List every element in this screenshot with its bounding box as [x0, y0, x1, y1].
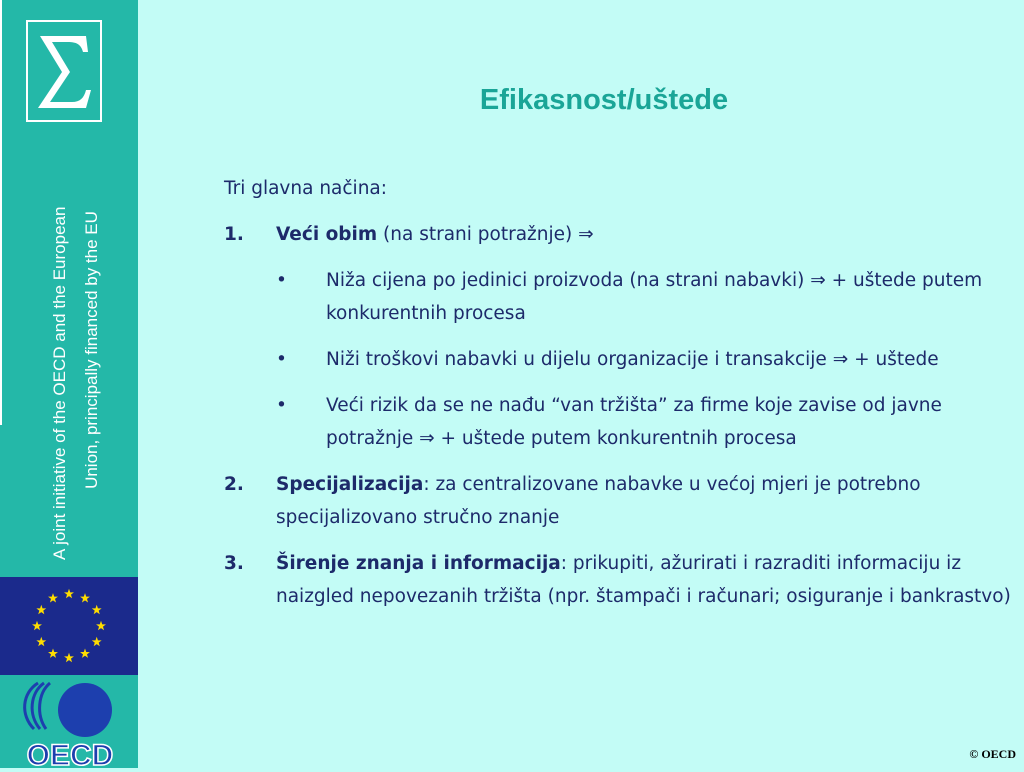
eu-star-icon [36, 605, 46, 614]
sidebar [0, 0, 138, 768]
implies-arrow-icon: ⇒ [832, 349, 849, 370]
eu-star-icon [64, 653, 74, 662]
list-item-1 [224, 218, 1019, 455]
eu-star-icon [48, 649, 58, 658]
item-number: 2. [224, 474, 244, 495]
bullet-dot: • [276, 270, 287, 291]
eu-star-icon [64, 589, 74, 598]
implies-arrow-icon: ⇒ [810, 270, 826, 291]
item-number: 1. [224, 224, 244, 245]
oecd-logo-text: OECD [26, 739, 114, 768]
sidebar-divider [0, 0, 2, 425]
intro-text: Tri glavna načina: [224, 178, 387, 199]
item-text: : za centralizovane nabavke u većoj mjeri je potrebno specijalizovano stručno znanje [276, 474, 921, 528]
eu-star-icon [96, 621, 106, 630]
bullet-text-after: + uštede [848, 349, 939, 370]
slide-content [224, 172, 1019, 626]
implies-arrow-icon: ⇒ [578, 224, 594, 245]
eu-star-icon [32, 621, 42, 630]
list-item-2 [224, 468, 1019, 534]
eu-star-icon [92, 605, 102, 614]
list-item-3 [224, 547, 1019, 613]
eu-star-icon [80, 649, 90, 658]
sub-list [276, 264, 1019, 455]
bullet-text-before: Niži troškovi nabavki u dijelu organizacije i transakcije [326, 349, 833, 370]
item-text: (na strani potražnje) [377, 224, 579, 245]
item-text: : prikupiti, ažurirati i razraditi informaciju iz naizgled nepovezanih tržišta (npr. štampači i računari; osiguranje i bankrastvo) [276, 553, 1011, 607]
item-heading: Specijalizacija [276, 474, 424, 495]
eu-star-icon [92, 637, 102, 646]
implies-arrow-icon: ⇒ [419, 428, 435, 449]
caption-line-1: A joint initiative of the OECD and the European [50, 206, 69, 560]
bullet-item-2 [276, 343, 1019, 376]
oecd-logo-icon [0, 675, 138, 768]
bullet-dot: • [276, 349, 287, 370]
caption-line-2: Union, principally financed by the EU [82, 211, 101, 489]
sidebar-vertical-caption [44, 140, 108, 560]
slide-title: Efikasnost/uštede [479, 84, 729, 116]
bullet-text-before: Niža cijena po jedinici proizvoda (na strani nabavki) [326, 270, 811, 291]
eu-star-icon [48, 593, 58, 602]
bullet-text-before: Veći rizik da se ne nađu “van tržišta” za firme koje zavise od javne potražnje [326, 395, 942, 449]
bullet-dot: • [276, 395, 287, 416]
eu-star-icon [80, 593, 90, 602]
eu-star-icon [36, 637, 46, 646]
bullet-item-1 [276, 264, 1019, 330]
sigma-logo-icon [26, 20, 102, 122]
eu-flag-icon [0, 577, 138, 675]
item-heading: Veći obim [276, 224, 378, 245]
copyright-notice: © OECD [969, 747, 1016, 761]
item-heading: Širenje znanja i informacija [276, 553, 561, 574]
bullet-text-after: + uštede putem konkurentnih procesa [434, 428, 797, 449]
bullet-item-3 [276, 389, 1019, 455]
item-number: 3. [224, 553, 244, 574]
bullet-text-after: + uštede putem konkurentnih procesa [326, 270, 983, 324]
